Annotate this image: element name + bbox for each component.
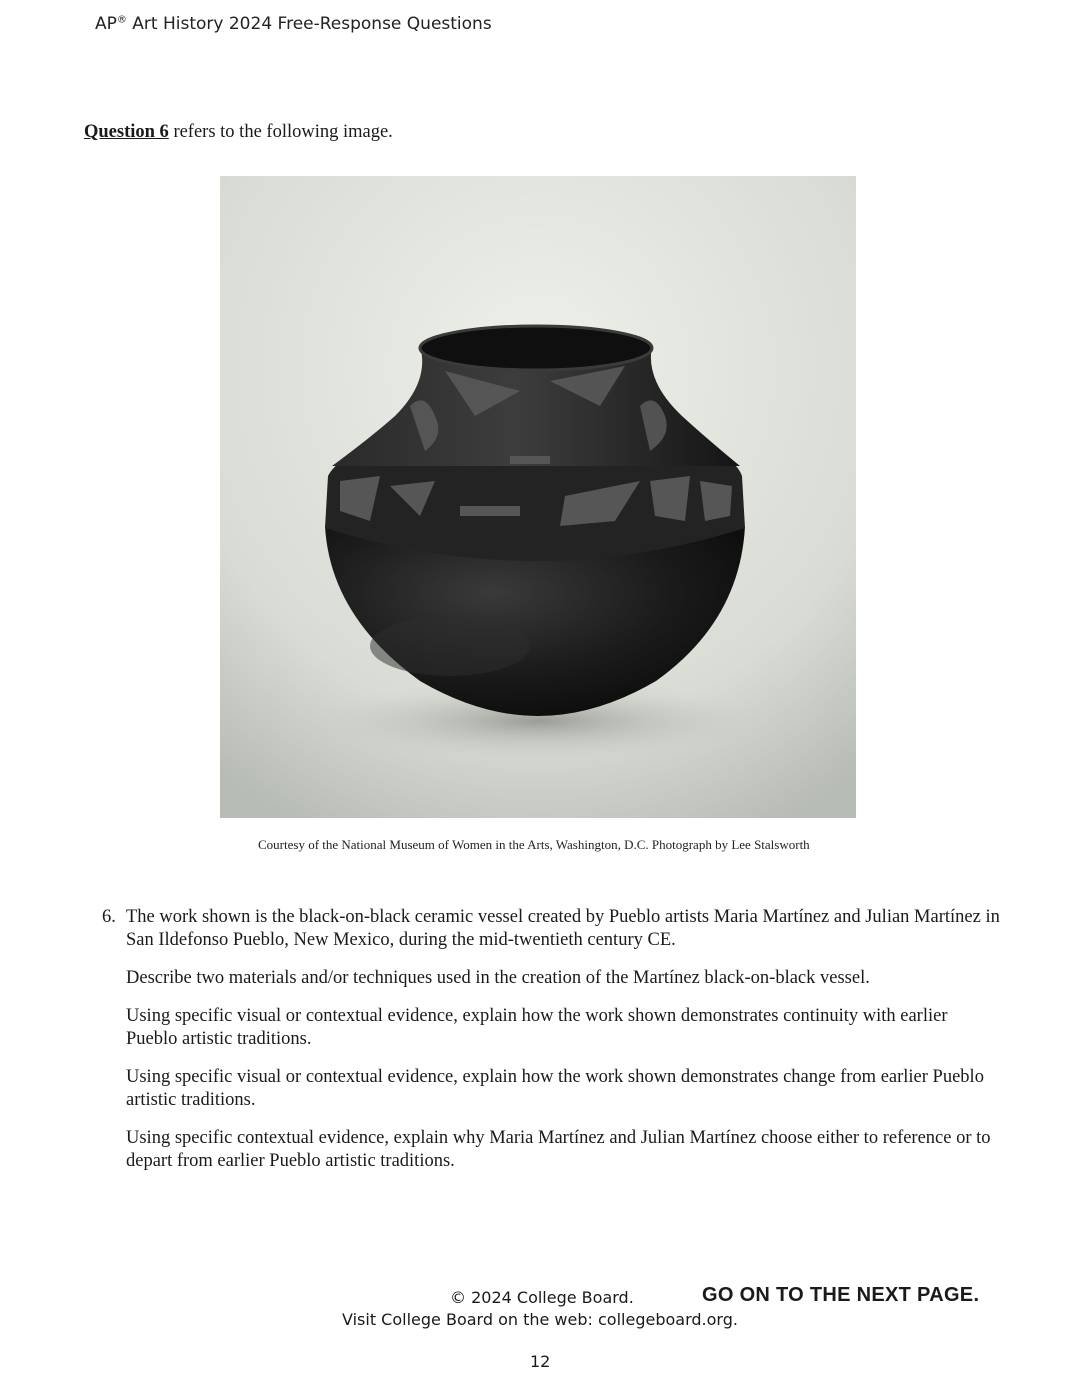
task-change: Using specific visual or contextual evidence, explain how the work shown demonstrates change from earlier Pueblo artistic traditions. [126,1067,984,1110]
question-reference: Question 6 [84,122,169,142]
task-reference-or-depart: Using specific contextual evidence, explain why Maria Martínez and Julian Martínez choose either to reference or to depart from earlier Pueblo artistic traditions. [126,1128,991,1171]
header-prefix: AP [95,14,117,34]
task-describe-materials: Describe two materials and/or techniques used in the creation of the Martínez black-on-black vessel. [126,968,870,988]
running-header [95,14,492,34]
footer-copyright: © 2024 College Board. [450,1288,634,1307]
question-intro [84,122,393,143]
registered-mark: ® [116,14,127,26]
vessel-photograph [220,176,856,818]
intro-text: refers to the following image. [173,122,393,142]
page-number: 12 [530,1352,551,1371]
vessel-illustration [220,176,856,818]
footer-website: Visit College Board on the web: collegeboard.org. [342,1310,738,1329]
question-prompt: The work shown is the black-on-black ceramic vessel created by Pueblo artists Maria Martínez and Julian Martínez in San Ildefonso Pueblo, New Mexico, during the mid-twentieth century CE. [126,907,1000,950]
footer-next-page: GO ON TO THE NEXT PAGE. [702,1284,980,1306]
image-credit: Courtesy of the National Museum of Women in the Arts, Washington, D.C. Photograph by Lee Stalsworth [258,837,810,852]
question-6 [102,906,1002,1188]
header-title: Art History 2024 Free-Response Questions [132,14,492,34]
question-number: 6. [102,907,116,927]
task-continuity: Using specific visual or contextual evidence, explain how the work shown demonstrates continuity with earlier Pueblo artistic traditions. [126,1006,948,1049]
